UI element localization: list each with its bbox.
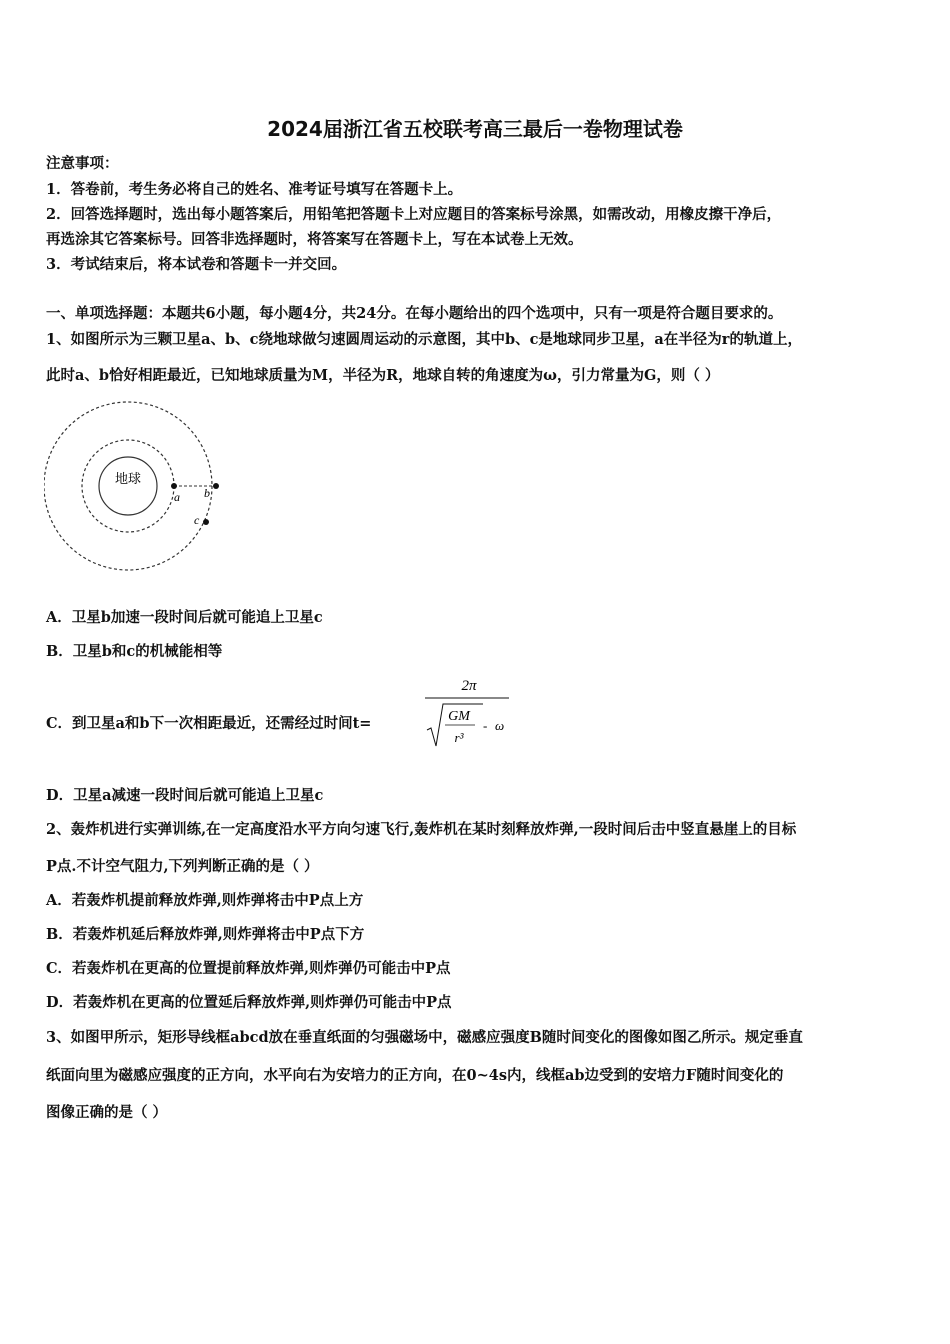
q1-stem-line2: 此时a、b恰好相距最近，已知地球质量为M，半径为R，地球自转的角速度为ω，引力常量为G，则（ ） <box>46 367 720 384</box>
label-a: a <box>174 490 180 504</box>
note-item-2-cont: 再选涂其它答案标号。回答非选择题时，将答案写在答题卡上，写在本试卷上无效。 <box>46 231 583 248</box>
q1-stem-line1: 1、如图所示为三颗卫星a、b、c绕地球做匀速圆周运动的示意图，其中b、c是地球同步卫星，a在半径为r的轨道上， <box>46 331 802 348</box>
note-item-2: 2．回答选择题时，选出每小题答案后，用铅笔把答题卡上对应题目的答案标号涂黑，如需改动，用橡皮擦干净后， <box>46 206 782 223</box>
q1-option-c: C．到卫星a和b下一次相距最近，还需经过时间t= <box>46 715 372 732</box>
notes-heading: 注意事项： <box>46 155 119 172</box>
q1-option-b: B．卫星b和c的机械能相等 <box>46 643 223 660</box>
orbit-diagram <box>44 398 234 580</box>
q1-formula <box>411 672 521 752</box>
label-b: b <box>204 486 210 500</box>
q2-option-b: B．若轰炸机延后释放炸弹,则炸弹将击中P点下方 <box>46 926 365 943</box>
q3-stem-line1: 3、如图甲所示，矩形导线框abcd放在垂直纸面的匀强磁场中，磁感应强度B随时间变化的图像如图乙所示。规定垂直 <box>46 1029 803 1046</box>
label-c: c <box>194 513 200 527</box>
q3-stem-line3: 图像正确的是（ ） <box>46 1104 168 1121</box>
formula-inner-denominator: r³ <box>454 730 464 745</box>
q2-stem-line1: 2、轰炸机进行实弹训练,在一定高度沿水平方向匀速飞行,轰炸机在某时刻释放炸弹,一段时间后击中竖直悬崖上的目标 <box>46 821 797 838</box>
q3-stem-line2: 纸面向里为磁感应强度的正方向，水平向右为安培力的正方向，在0~4s内，线框ab边受到的安培力F随时间变化的 <box>46 1067 784 1084</box>
q1-option-a: A．卫星b加速一段时间后就可能追上卫星c <box>46 609 323 626</box>
section-heading: 一、单项选择题：本题共6小题，每小题4分，共24分。在每小题给出的四个选项中，只有一项是符合题目要求的。 <box>46 305 783 322</box>
q2-stem-line2: P点.不计空气阻力,下列判断正确的是（ ） <box>46 858 319 875</box>
satellite-a <box>171 483 177 489</box>
q2-option-a: A．若轰炸机提前释放炸弹,则炸弹将击中P点上方 <box>46 892 364 909</box>
note-item-3: 3．考试结束后，将本试卷和答题卡一并交回。 <box>46 256 347 273</box>
satellite-b <box>213 483 219 489</box>
q1-option-d: D．卫星a减速一段时间后就可能追上卫星c <box>46 787 324 804</box>
satellite-c <box>203 519 209 525</box>
note-item-1: 1．答卷前，考生务必将自己的姓名、准考证号填写在答题卡上。 <box>46 181 463 198</box>
formula-minus: - <box>483 718 488 733</box>
exam-title: 2024届浙江省五校联考高三最后一卷物理试卷 <box>267 117 683 141</box>
q2-option-d: D．若轰炸机在更高的位置延后释放炸弹,则炸弹仍可能击中P点 <box>46 994 452 1011</box>
formula-omega: ω <box>495 718 505 733</box>
formula-inner-numerator: GM <box>448 709 470 724</box>
formula-numerator: 2π <box>461 678 477 694</box>
q2-option-c: C．若轰炸机在更高的位置提前释放炸弹,则炸弹仍可能击中P点 <box>46 960 451 977</box>
earth-label: 地球 <box>114 472 142 487</box>
